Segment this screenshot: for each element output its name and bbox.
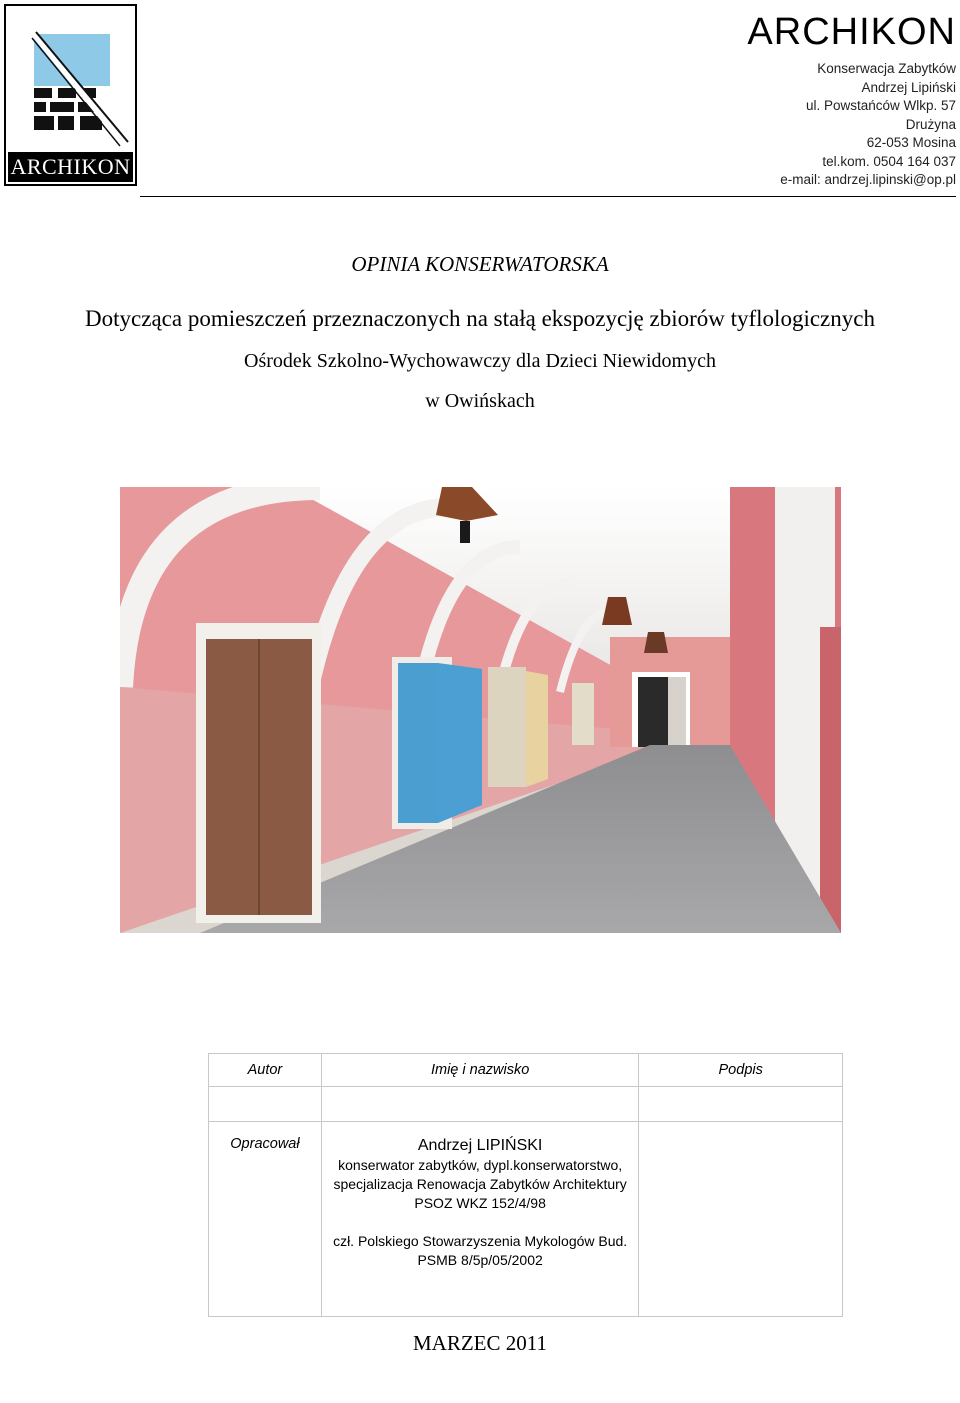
document-title: OPINIA KONSERWATORSKA bbox=[351, 252, 609, 276]
empty-cell bbox=[209, 1087, 322, 1122]
contact-line: ul. Powstańców Wlkp. 57 bbox=[805, 98, 956, 113]
header-name: Imię i nazwisko bbox=[321, 1054, 639, 1087]
contact-phone: tel.kom. 0504 164 037 bbox=[822, 153, 956, 169]
brand-name: ARCHIKON bbox=[747, 11, 956, 53]
document-subtitle: Dotycząca pomieszczeń przeznaczonych na stałą ekspozycję zbiorów tyflologicznych bbox=[85, 306, 875, 331]
contact-line: 62-053 Mosina bbox=[866, 135, 956, 150]
author-table bbox=[208, 1053, 843, 1317]
author-details bbox=[321, 1122, 639, 1317]
author-membership-line: czł. Polskiego Stowarzyszenia Mykologów Bud. bbox=[333, 1233, 628, 1249]
author-detail-line: specjalizacja Renowacja Zabytków Architektury bbox=[333, 1176, 627, 1192]
contact-line: Konserwacja Zabytków bbox=[817, 61, 956, 76]
document-date: MARZEC 2011 bbox=[413, 1331, 547, 1355]
header-author: Autor bbox=[209, 1054, 322, 1087]
institution-name: Ośrodek Szkolno-Wychowawczy dla Dzieci Niewidomych bbox=[244, 350, 716, 372]
corridor-illustration bbox=[120, 487, 841, 933]
header-divider bbox=[140, 196, 956, 197]
empty-cell bbox=[321, 1087, 639, 1122]
contact-email[interactable]: e-mail: andrzej.lipinski@op.pl bbox=[780, 172, 956, 187]
author-detail-line: konserwator zabytków, dypl.konserwatorstwo, bbox=[338, 1157, 623, 1173]
logo-emblem-icon bbox=[6, 6, 135, 154]
institution-location: w Owińskach bbox=[425, 390, 535, 412]
empty-cell bbox=[639, 1087, 843, 1122]
author-membership-line: PSMB 8/5p/05/2002 bbox=[417, 1252, 543, 1268]
logo-text: ARCHIKON bbox=[8, 152, 133, 182]
author-detail-line: PSOZ WKZ 152/4/98 bbox=[414, 1195, 546, 1211]
signature-cell bbox=[639, 1122, 843, 1317]
corridor-photo bbox=[120, 487, 841, 933]
header-signature: Podpis bbox=[639, 1054, 843, 1087]
contact-line: Andrzej Lipiński bbox=[861, 79, 956, 95]
author-name: Andrzej LIPIŃSKI bbox=[417, 1137, 543, 1154]
contact-block bbox=[780, 60, 956, 190]
archikon-logo bbox=[4, 4, 137, 186]
author-role: Opracował bbox=[209, 1122, 322, 1317]
contact-line: Drużyna bbox=[905, 116, 956, 132]
